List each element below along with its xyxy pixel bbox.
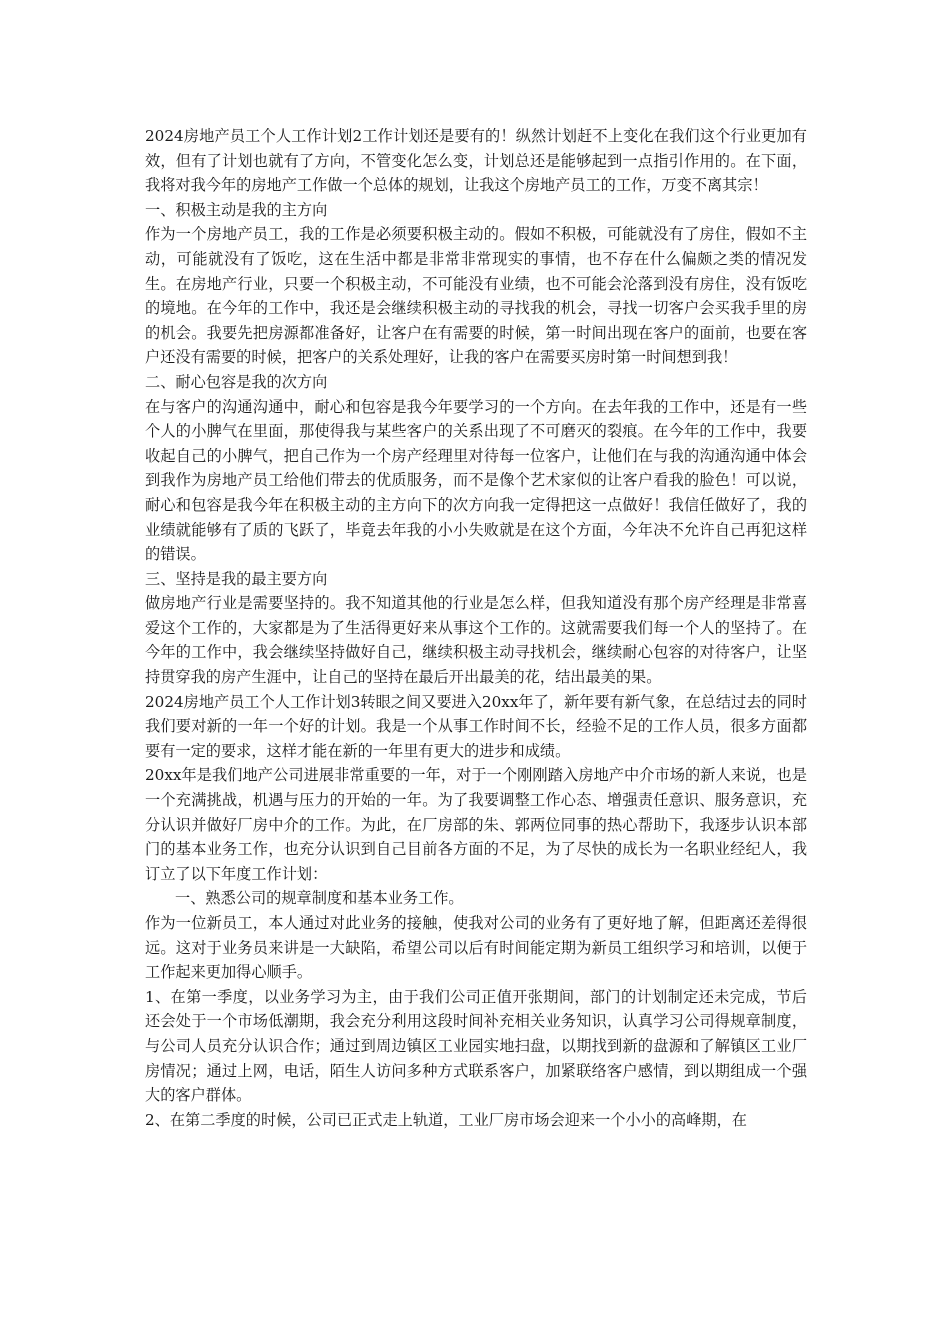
paragraph-quarter-2: 2、在第二季度的时候，公司已正式走上轨道，工业厂房市场会迎来一个小小的高峰期，在 bbox=[145, 1110, 747, 1129]
paragraph-quarter-1: 1、在第一季度，以业务学习为主，由于我们公司正值开张期间，部门的计划制定还未完成，节后还会处于一个市场低潮期，我会充分利用这段时间补充相关业务知识，认真学习公司得规章制度，与公司人员充分认识合作；通过到周边镇区工业园实地扫盘，以期找到新的盘源和了解镇区工业厂房情况；通过上网，电话，陌生人访问多种方式联系客户，加紧联络客户感情，到以期组成一个强大的客户群体。 bbox=[145, 987, 807, 1105]
document-body bbox=[145, 124, 807, 1132]
heading-section-1: 一、积极主动是我的主方向 bbox=[145, 200, 328, 219]
heading-familiarize-rules: 一、熟悉公司的规章制度和基本业务工作。 bbox=[175, 889, 464, 908]
paragraph-intro-plan-3: 2024房地产员工个人工作计划3转眼之间又要进入20xx年了，新年要有新气象，在总结过去的同时我们要对新的一年一个好的计划。我是一个从事工作时间不长，经验不足的工作人员，很多方面都要有一定的要求，这样才能在新的一年里有更大的进步和成绩。 bbox=[145, 692, 807, 760]
paragraph-section-2: 在与客户的沟通沟通中，耐心和包容是我今年要学习的一个方向。在去年我的工作中，还是有一些个人的小脾气在里面，那使得我与某些客户的关系出现了不可磨灭的裂痕。在今年的工作中，我要收起自己的小脾气，把自己作为一个房产经理里对待每一位客户，让他们在与我的沟通沟通中体会到我作为房地产员工给他们带去的优质服务，而不是像个艺术家似的让客户看我的脸色！可以说，耐心和包容是我今年在积极主动的主方向下的次方向我一定得把这一点做好！我信任做好了，我的业绩就能够有了质的飞跃了，毕竟去年我的小小失败就是在这个方面，今年决不允许自己再犯这样的错误。 bbox=[145, 397, 807, 564]
paragraph-section-1: 作为一个房地产员工，我的工作是必须要积极主动的。假如不积极，可能就没有了房住，假如不主动，可能就没有了饭吃，这在生活中都是非常非常现实的事情，也不存在什么偏颇之类的情况发生。在房地产行业，只要一个积极主动，不可能没有业绩，也不可能会沦落到没有房住，没有饭吃的境地。在今年的工作中，我还是会继续积极主动的寻找我的机会，寻找一切客户会买我手里的房的机会。我要先把房源都准备好，让客户在有需要的时候，第一时间出现在客户的面前，也要在客户还没有需要的时候，把客户的关系处理好，让我的客户在需要买房时第一时间想到我！ bbox=[145, 225, 807, 367]
paragraph-year-overview: 20xx年是我们地产公司进展非常重要的一年，对于一个刚刚踏入房地产中介市场的新人来说，也是一个充满挑战，机遇与压力的开始的一年。为了我要调整工作心态、增强责任意识、服务意识，充分认识并做好厂房中介的工作。为此，在厂房部的朱、郭两位同事的热心帮助下，我逐步认识本部门的基本业务工作，也充分认识到自己目前各方面的不足，为了尽快的成长为一名职业经纪人，我订立了以下年度工作计划： bbox=[145, 766, 807, 883]
heading-section-2: 二、耐心包容是我的次方向 bbox=[145, 372, 328, 391]
paragraph-section-3: 做房地产行业是需要坚持的。我不知道其他的行业是怎么样，但我知道没有那个房产经理是非常喜爱这个工作的，大家都是为了生活得更好来从事这个工作的。这就需要我们每一个人的坚持了。在今年的工作中，我会继续坚持做好自己，继续积极主动寻找机会，继续耐心包容的对待客户，让坚持贯穿我的房产生涯中，让自己的坚持在最后开出最美的花，结出最美的果。 bbox=[145, 594, 807, 687]
paragraph-new-employee: 作为一位新员工，本人通过对此业务的接触，使我对公司的业务有了更好地了解，但距离还差得很远。这对于业务员来讲是一大缺陷，希望公司以后有时间能定期为新员工组织学习和培训，以便于工作起来更加得心顺手。 bbox=[145, 914, 807, 982]
paragraph-intro-plan-2: 2024房地产员工个人工作计划2工作计划还是要有的！纵然计划赶不上变化在我们这个行业更加有效，但有了计划也就有了方向，不管变化怎么变，计划总还是能够起到一点指引作用的。在下面，我将对我今年的房地产工作做一个总体的规划，让我这个房地产员工的工作，万变不离其宗！ bbox=[145, 127, 807, 195]
heading-section-3: 三、坚持是我的最主要方向 bbox=[145, 569, 328, 588]
